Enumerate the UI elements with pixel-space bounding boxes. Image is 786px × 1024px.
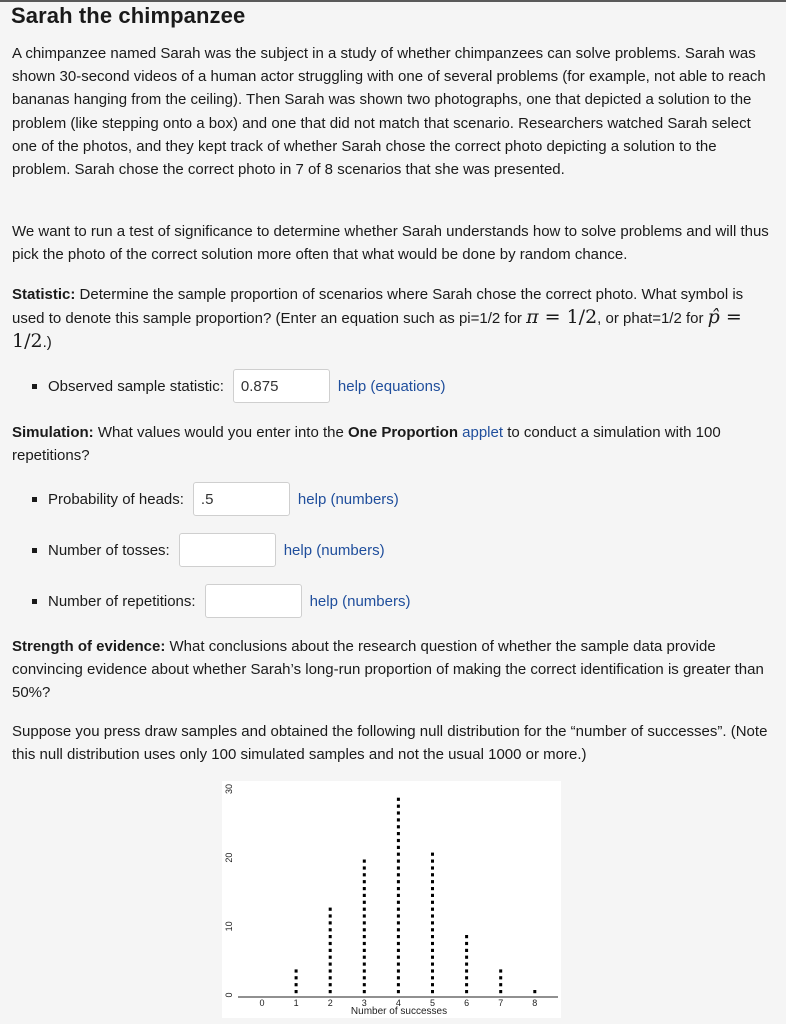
data-dot	[363, 908, 366, 911]
data-dot	[329, 935, 332, 938]
data-dot	[465, 983, 468, 986]
data-dot	[329, 914, 332, 917]
data-dot	[397, 853, 400, 856]
data-dot	[363, 963, 366, 966]
data-dot	[397, 935, 400, 938]
data-dot	[363, 921, 366, 924]
data-dot	[397, 921, 400, 924]
data-dot	[465, 976, 468, 979]
data-dot	[431, 976, 434, 979]
data-dot	[295, 990, 298, 993]
data-dot	[363, 983, 366, 986]
pi-symbol: π	[526, 306, 539, 329]
data-dot	[363, 928, 366, 931]
suppose-paragraph: Suppose you press draw samples and obtained the following null distribution for the “number of successes”. (Note this null distribution uses only 100 simulated samples and not the usual 1000 or more.)	[12, 723, 768, 764]
data-dot	[363, 956, 366, 959]
x-tick-label: 2	[327, 998, 333, 1008]
data-dot	[329, 976, 332, 979]
data-dot	[295, 976, 298, 979]
data-dot	[431, 942, 434, 945]
data-dot	[397, 825, 400, 828]
probability-row	[32, 482, 399, 516]
data-dot	[295, 983, 298, 986]
number-of-tosses-input[interactable]	[179, 533, 276, 567]
data-dot	[465, 969, 468, 972]
page-title: Sarah the chimpanzee	[11, 3, 246, 28]
data-dot	[329, 949, 332, 952]
data-dot	[431, 860, 434, 863]
data-dot	[397, 805, 400, 808]
phat-symbol: p̂	[707, 306, 720, 329]
bullet	[32, 599, 37, 604]
data-dot	[431, 963, 434, 966]
data-dot	[363, 914, 366, 917]
data-dot	[329, 969, 332, 972]
data-dot	[431, 935, 434, 938]
data-dot	[397, 846, 400, 849]
data-dot	[397, 942, 400, 945]
data-dot	[397, 976, 400, 979]
data-dot	[431, 894, 434, 897]
simulation-text-2: to conduct a simulation with 100 repetitions?	[12, 424, 721, 465]
y-tick-label: 30	[224, 783, 234, 795]
repetitions-row	[32, 584, 410, 618]
data-dot	[465, 949, 468, 952]
probability-label: Probability of heads:	[48, 490, 184, 508]
phat-equation-rhs: = 1/2	[12, 306, 742, 353]
data-dot	[397, 983, 400, 986]
data-dot	[363, 969, 366, 972]
data-dot	[329, 990, 332, 993]
data-dot	[397, 887, 400, 890]
x-tick-label: 1	[293, 998, 299, 1008]
data-dot	[329, 983, 332, 986]
data-dot	[397, 990, 400, 993]
tosses-label: Number of tosses:	[48, 541, 170, 559]
data-dot	[363, 860, 366, 863]
data-dot	[431, 990, 434, 993]
data-dot	[363, 901, 366, 904]
x-tick-label: 3	[361, 998, 367, 1008]
data-dot	[465, 942, 468, 945]
data-dot	[397, 901, 400, 904]
data-dot	[431, 956, 434, 959]
y-tick-label: 20	[224, 852, 234, 863]
statistic-paragraph	[12, 283, 778, 355]
data-dot	[363, 935, 366, 938]
bullet	[32, 497, 37, 502]
intro-paragraph: A chimpanzee named Sarah was the subject in a study of whether chimpanzees can solve problems. Sarah was shown 30-second videos of a human actor struggling with one of several problems (for example, not able to reach bananas hanging from the ceiling). Then Sarah was shown two photographs, one that depicted a solution to the problem (like stepping onto a box) and one that did not match that scenario. Researchers watched Sarah select one of the photos, and they kept track of whether Sarah chose the correct photo depicting a solution to the problem. Sarah chose the correct photo in 7 of 8 scenarios that she was presented.	[12, 45, 766, 179]
repetitions-label: Number of repetitions:	[48, 592, 196, 610]
data-dot	[363, 949, 366, 952]
y-tick-label: 0	[224, 992, 234, 998]
data-dot	[397, 818, 400, 821]
strength-paragraph	[12, 635, 778, 705]
observed-label: Observed sample statistic:	[48, 377, 224, 395]
data-dot	[329, 956, 332, 959]
data-dot	[397, 832, 400, 835]
observed-statistic-input[interactable]	[233, 369, 330, 403]
one-proportion-label: One Proportion	[347, 424, 458, 441]
null-distribution-chart	[222, 781, 561, 1018]
data-dot	[397, 873, 400, 876]
data-dot	[533, 990, 536, 993]
data-dot	[431, 928, 434, 931]
data-dot	[431, 949, 434, 952]
x-axis-title: Number of successes	[350, 1006, 448, 1017]
data-dot	[465, 990, 468, 993]
data-dot	[295, 969, 298, 972]
data-dot	[363, 873, 366, 876]
x-tick-label: 6	[464, 998, 470, 1008]
data-dot	[431, 908, 434, 911]
help-numbers-link[interactable]: help (numbers)	[309, 592, 411, 610]
strength-label: Strength of evidence:	[12, 638, 166, 655]
data-dot	[499, 990, 502, 993]
data-dot	[431, 921, 434, 924]
help-numbers-link[interactable]: help (numbers)	[283, 541, 385, 559]
data-dot	[465, 956, 468, 959]
probability-of-heads-input[interactable]	[193, 482, 290, 516]
data-dot	[397, 956, 400, 959]
tosses-row	[32, 533, 385, 567]
observed-row	[32, 369, 445, 403]
data-dot	[363, 942, 366, 945]
data-dot	[363, 880, 366, 883]
help-equations-link[interactable]: help (equations)	[337, 377, 446, 395]
data-dot	[329, 963, 332, 966]
dot-columns	[295, 798, 537, 994]
data-dot	[431, 914, 434, 917]
x-tick-label: 5	[429, 998, 436, 1008]
data-dot	[465, 963, 468, 966]
data-dot	[397, 969, 400, 972]
data-dot	[397, 839, 400, 842]
statistic-text-2: , or phat=1/2 for	[597, 310, 708, 328]
data-dot	[363, 887, 366, 890]
simulation-paragraph	[12, 421, 778, 467]
data-dot	[499, 969, 502, 972]
data-dot	[329, 921, 332, 924]
data-dot	[499, 976, 502, 979]
simulation-text-1: What values would you enter into the	[93, 424, 348, 441]
data-dot	[431, 969, 434, 972]
data-dot	[363, 976, 366, 979]
data-dot	[499, 983, 502, 986]
y-tick-label: 10	[224, 921, 234, 932]
x-tick-label: 7	[498, 998, 504, 1008]
data-dot	[363, 990, 366, 993]
pi-equation-rhs: = 1/2	[538, 306, 598, 329]
data-dot	[397, 860, 400, 863]
data-dot	[397, 866, 400, 869]
statistic-label: Statistic:	[12, 286, 76, 303]
statistic-text-1: Determine the sample proportion of scenarios where Sarah chose the correct photo. What symbol is used to denote this sample proportion? (Enter an equation such as pi=1/2 for	[12, 286, 744, 328]
bullet	[32, 384, 37, 389]
top-divider	[0, 0, 786, 2]
x-tick-label: 4	[395, 998, 401, 1008]
data-dot	[329, 908, 332, 911]
strength-text: What conclusions about the research question of whether the sample data provide convincing evidence about whether Sarah’s long-run proportion of making the correct identification is greater than 50%?	[12, 638, 764, 702]
data-dot	[397, 798, 400, 801]
help-numbers-link[interactable]: help (numbers)	[297, 490, 399, 508]
x-tick-label: 8	[532, 998, 538, 1008]
data-dot	[431, 873, 434, 876]
data-dot	[431, 983, 434, 986]
data-dot	[397, 880, 400, 883]
data-dot	[397, 811, 400, 814]
data-dot	[431, 866, 434, 869]
data-dot	[465, 935, 468, 938]
statistic-text-3: .)	[42, 334, 52, 352]
data-dot	[363, 866, 366, 869]
data-dot	[397, 949, 400, 952]
goal-paragraph: We want to run a test of significance to determine whether Sarah understands how to solve problems and will thus pick the photo of the correct solution more often that what would be done by random chance.	[12, 223, 769, 264]
y-tick-labels	[224, 784, 234, 998]
data-dot	[397, 914, 400, 917]
data-dot	[397, 908, 400, 911]
simulation-label: Simulation:	[12, 424, 94, 441]
data-dot	[397, 963, 400, 966]
data-dot	[397, 894, 400, 897]
x-tick-label: 0	[259, 998, 265, 1008]
data-dot	[431, 880, 434, 883]
data-dot	[397, 928, 400, 931]
applet-link[interactable]: applet	[462, 424, 504, 441]
data-dot	[329, 928, 332, 931]
data-dot	[431, 887, 434, 890]
bullet	[32, 548, 37, 553]
data-dot	[329, 942, 332, 945]
data-dot	[363, 894, 366, 897]
data-dot	[431, 901, 434, 904]
dotplot-svg	[222, 781, 561, 1018]
number-of-repetitions-input[interactable]	[205, 584, 302, 618]
data-dot	[431, 853, 434, 856]
